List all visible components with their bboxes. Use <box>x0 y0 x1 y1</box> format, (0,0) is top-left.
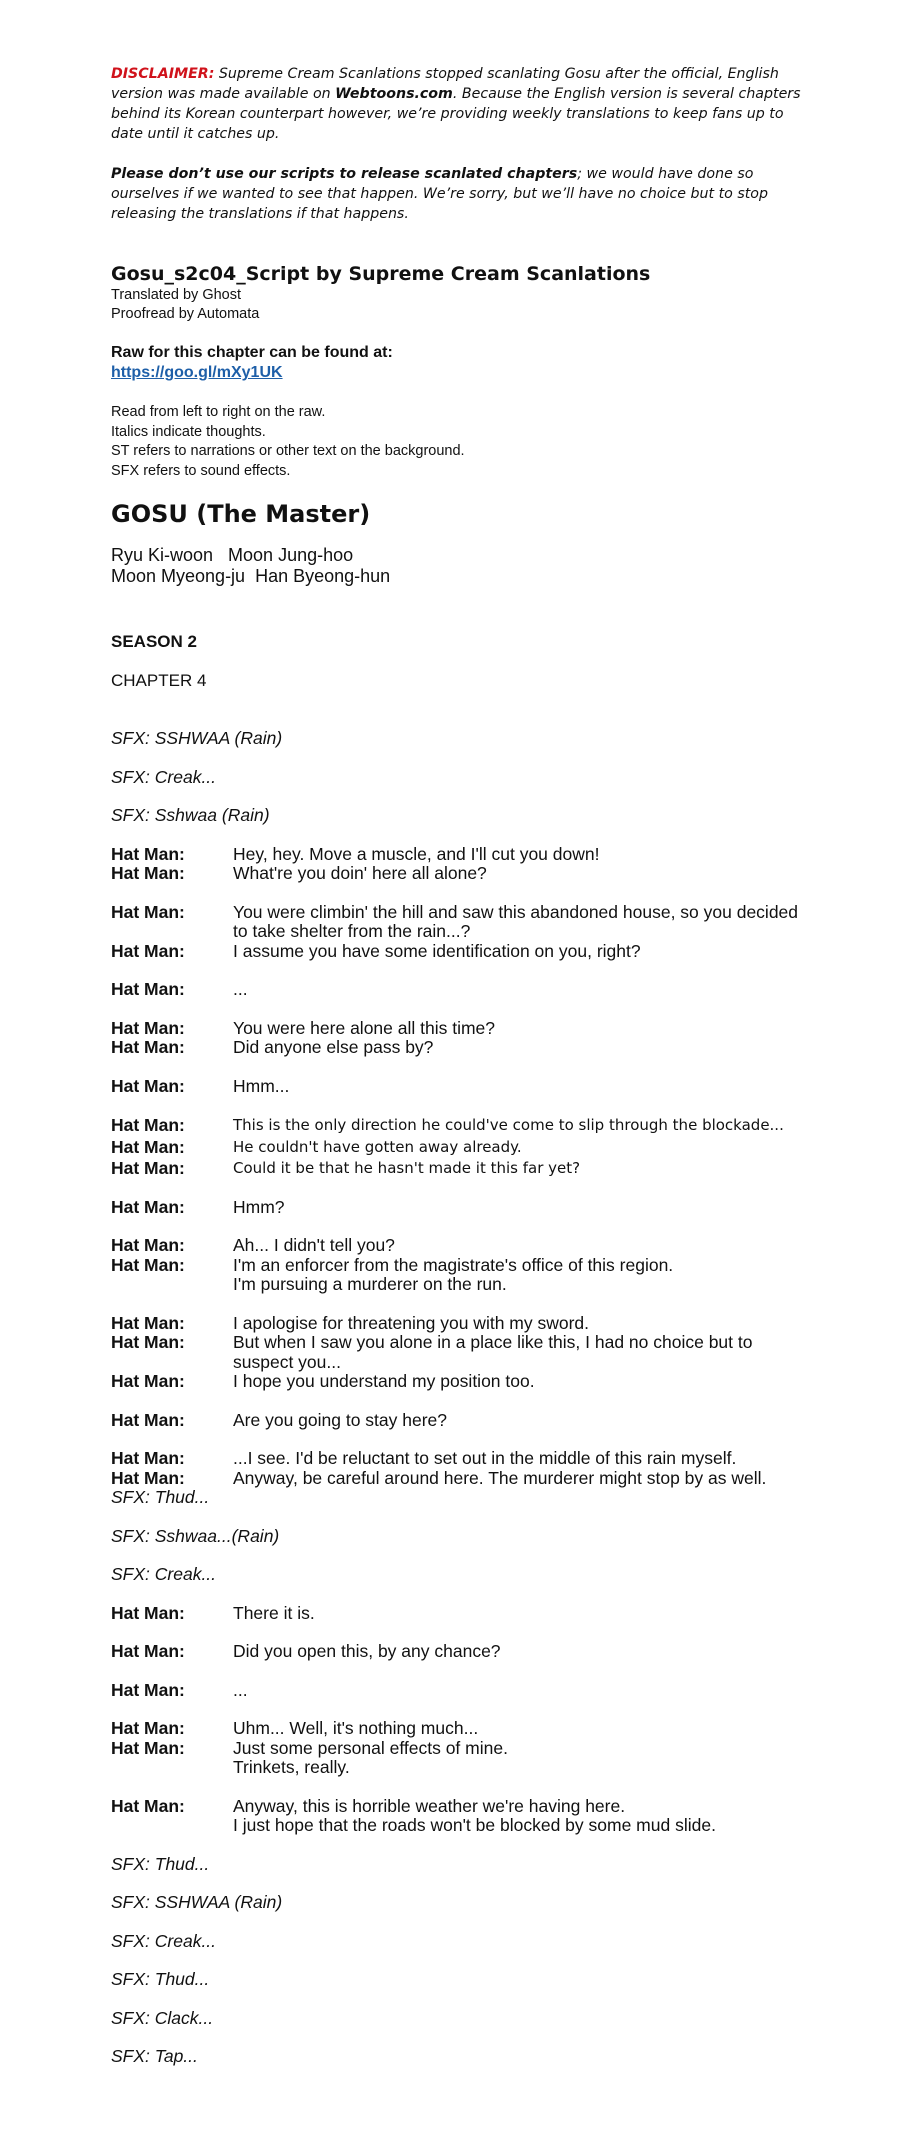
dialogue-continuation: I'm pursuing a murderer on the run. <box>233 1274 507 1294</box>
dialogue-text: I hope you understand my position too. <box>233 1371 535 1391</box>
season-label: SEASON 2 <box>111 632 197 651</box>
speaker-name: Hat Man: <box>111 979 185 999</box>
speaker-name: Hat Man: <box>111 1158 185 1178</box>
warning-bold: Please don’t use our scripts to release scanlated chapters <box>111 166 578 182</box>
dialogue-text: Uhm... Well, it's nothing much... <box>233 1718 479 1738</box>
thought-line <box>111 1138 811 1158</box>
thought-text: He couldn't have gotten away already. <box>233 1137 522 1156</box>
note-item: ST refers to narrations or other text on the background. <box>111 443 465 459</box>
dialogue-line <box>111 1797 811 1817</box>
speaker-name: Hat Man: <box>111 1602 185 1623</box>
speaker-name: Hat Man: <box>111 843 185 864</box>
dialogue-text: But when I saw you alone in a place like this, I had no choice but to suspect you... <box>233 1332 753 1372</box>
dialogue-text: Anyway, this is horrible weather we're having here. <box>233 1795 626 1816</box>
dialogue-line <box>111 1038 811 1058</box>
speaker-name: Hat Man: <box>111 1332 185 1352</box>
thought-line <box>111 1116 811 1136</box>
speaker-name: Hat Man: <box>111 1448 185 1468</box>
dialogue-text: Anyway, be careful around here. The murderer might stop by as well. <box>233 1467 767 1488</box>
sfx-line: SFX: Thud... <box>111 1853 210 1874</box>
sfx-line: SFX: SSHWAA (Rain) <box>111 1892 283 1912</box>
dialogue-line <box>111 1469 811 1489</box>
speaker-name: Hat Man: <box>111 1737 185 1758</box>
speaker-name: Hat Man: <box>111 1254 185 1275</box>
dialogue-text: What're you doin' here all alone? <box>233 863 487 883</box>
sfx-line: SFX: Clack... <box>111 2007 214 2028</box>
authors-line-1: Ryu Ki-woon Moon Jung-hoo <box>111 545 354 565</box>
dialogue-line <box>111 1642 811 1662</box>
note-item: Read from left to right on the raw. <box>111 404 326 420</box>
speaker-name: Hat Man: <box>111 1795 185 1816</box>
dialogue-text: I'm an enforcer from the magistrate's office of this region. <box>233 1254 674 1275</box>
sfx-line: SFX: Creak... <box>111 1564 217 1584</box>
dialogue-continuation: Trinkets, really. <box>233 1757 350 1777</box>
dialogue-line <box>111 942 811 962</box>
script-title: Gosu_s2c04_Script by Supreme Cream Scanlations <box>111 263 651 285</box>
disclaimer-text-2: . Because the English version is several chapters behind its Korean counterpart however, we’re providing weekly translations to keep fans up to date until it catches up. <box>111 86 801 142</box>
dialogue-line <box>111 1604 811 1624</box>
speaker-name: Hat Man: <box>111 1075 185 1096</box>
dialogue-text: You were climbin' the hill and saw this abandoned house, so you decided to take shelter from the rain...? <box>233 901 799 941</box>
note-item: Italics indicate thoughts. <box>111 423 266 440</box>
dialogue-line <box>111 1077 811 1097</box>
raw-heading: Raw for this chapter can be found at: <box>111 344 393 361</box>
disclaimer-text-1: Supreme Cream Scanlations stopped scanlating Gosu after the official, English version was made available on <box>111 66 779 102</box>
speaker-name: Hat Man: <box>111 1312 185 1333</box>
dialogue-text: ... <box>233 979 248 999</box>
dialogue-line <box>111 1449 811 1469</box>
disclaimer-site: Webtoons.com <box>335 86 453 102</box>
disclaimer-label: DISCLAIMER: <box>111 66 215 82</box>
dialogue-line <box>111 1739 811 1759</box>
document-page <box>111 64 811 2067</box>
chapter-label: CHAPTER 4 <box>111 671 207 690</box>
speaker-name: Hat Man: <box>111 1136 185 1157</box>
proofreader-credit: Proofread by Automata <box>111 306 260 322</box>
authors-line-2: Moon Myeong-ju Han Byeong-hun <box>111 566 391 586</box>
thought-text: Could it be that he hasn't made it this far yet? <box>233 1159 581 1177</box>
speaker-name: Hat Man: <box>111 1235 185 1255</box>
speaker-name: Hat Man: <box>111 1467 185 1488</box>
dialogue-text: Hmm... <box>233 1075 290 1096</box>
speaker-name: Hat Man: <box>111 1196 185 1217</box>
speaker-name: Hat Man: <box>111 1115 185 1135</box>
disclaimer-paragraph <box>111 64 811 144</box>
dialogue-line <box>111 1198 811 1218</box>
dialogue-continuation: I just hope that the roads won't be blocked by some mud slide. <box>233 1815 716 1835</box>
sfx-line: SFX: SSHWAA (Rain) <box>111 728 283 748</box>
speaker-name: Hat Man: <box>111 1371 185 1391</box>
sfx-line: SFX: Sshwaa...(Rain) <box>111 1525 280 1546</box>
translator-credit: Translated by Ghost <box>111 287 242 303</box>
dialogue-line <box>111 1256 811 1276</box>
dialogue-text: Ah... I didn't tell you? <box>233 1235 395 1255</box>
dialogue-line <box>111 1236 811 1256</box>
note-item: SFX refers to sound effects. <box>111 462 291 479</box>
dialogue-text: ...I see. I'd be reluctant to set out in the middle of this rain myself. <box>233 1448 737 1468</box>
warning-paragraph <box>111 164 811 224</box>
dialogue-text: There it is. <box>233 1602 315 1623</box>
dialogue-line <box>111 1719 811 1739</box>
speaker-name: Hat Man: <box>111 1718 185 1738</box>
thought-text: This is the only direction he could've come to slip through the blockade... <box>233 1116 784 1134</box>
dialogue-text: You were here alone all this time? <box>233 1017 496 1038</box>
dialogue-text: Hey, hey. Move a muscle, and I'll cut you down! <box>233 843 600 864</box>
dialogue-text: Just some personal effects of mine. <box>233 1737 508 1758</box>
speaker-name: Hat Man: <box>111 901 185 922</box>
speaker-name: Hat Man: <box>111 1409 185 1430</box>
sfx-line: SFX: Sshwaa (Rain) <box>111 805 270 825</box>
dialogue-line <box>111 903 811 942</box>
series-title: GOSU (The Master) <box>111 500 371 528</box>
raw-link[interactable]: https://goo.gl/mXy1UK <box>111 364 283 381</box>
dialogue-line <box>111 864 811 884</box>
dialogue-text: Did you open this, by any chance? <box>233 1641 501 1661</box>
speaker-name: Hat Man: <box>111 940 185 961</box>
dialogue-text: Did anyone else pass by? <box>233 1037 434 1057</box>
dialogue-line <box>111 1372 811 1392</box>
dialogue-text: Are you going to stay here? <box>233 1409 448 1430</box>
sfx-line: SFX: Creak... <box>111 1930 217 1951</box>
speaker-name: Hat Man: <box>111 1679 185 1700</box>
dialogue-text: Hmm? <box>233 1196 285 1217</box>
warning-text: ; we would have done so ourselves if we wanted to see that happen. We’re sorry, but we’ll have no choice but to stop releasing the translations if that happens. <box>111 166 768 222</box>
dialogue-line <box>111 1314 811 1334</box>
dialogue-text: I assume you have some identification on you, right? <box>233 940 641 961</box>
speaker-name: Hat Man: <box>111 1017 185 1038</box>
dialogue-line <box>111 1019 811 1039</box>
sfx-line: SFX: Thud... <box>111 1487 210 1507</box>
dialogue-line <box>111 845 811 865</box>
dialogue-line <box>111 1681 811 1701</box>
dialogue-line <box>111 1411 811 1431</box>
thought-line <box>111 1159 811 1179</box>
sfx-line: SFX: Tap... <box>111 2046 198 2066</box>
dialogue-line <box>111 1333 811 1372</box>
script-body <box>111 729 811 2067</box>
sfx-line: SFX: Creak... <box>111 766 217 787</box>
reading-notes <box>111 403 811 481</box>
speaker-name: Hat Man: <box>111 1641 185 1661</box>
speaker-name: Hat Man: <box>111 863 185 883</box>
dialogue-line <box>111 980 811 1000</box>
sfx-line: SFX: Thud... <box>111 1969 210 1989</box>
dialogue-text: ... <box>233 1679 248 1700</box>
speaker-name: Hat Man: <box>111 1037 185 1057</box>
dialogue-text: I apologise for threatening you with my sword. <box>233 1312 590 1333</box>
